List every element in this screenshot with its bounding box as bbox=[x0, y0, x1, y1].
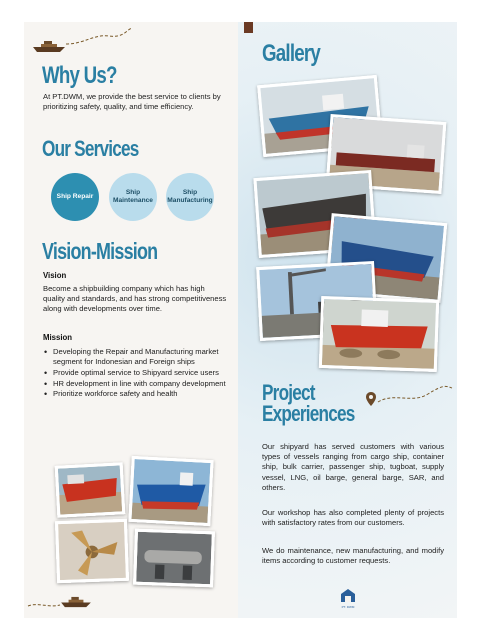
company-logo bbox=[338, 588, 358, 604]
top-route-path bbox=[64, 26, 134, 48]
photo-workshop bbox=[133, 529, 215, 588]
projects-paragraph-1: Our shipyard has served customers with various types of vessels ranging from cargo ship, container ship, bulk carrier, passenger ship, tugboat, supply vessel, LNG, oil barge, general barge, SAR, and others. bbox=[262, 442, 444, 492]
why-us-text: At PT.DWM, we provide the best service to clients by prioritizing safety, quality, and time efficiency. bbox=[43, 92, 221, 112]
why-us-title: Why Us? bbox=[42, 62, 117, 89]
mission-item: • Provide optimal service to Shipyard service users bbox=[43, 368, 226, 378]
gallery-title: Gallery bbox=[262, 40, 321, 67]
service-ship-manufacturing: Ship Manufacturing bbox=[166, 173, 214, 221]
projects-title-line2: Experiences bbox=[262, 401, 355, 426]
projects-title-line1: Project bbox=[262, 380, 315, 405]
service-ship-maintenance: Ship Maintenance bbox=[109, 173, 157, 221]
services-title: Our Services bbox=[42, 136, 139, 161]
projects-paragraph-3: We do maintenance, new manufacturing, and modify items according to customer requests. bbox=[262, 546, 444, 566]
bottom-route-path bbox=[26, 600, 62, 610]
mission-list bbox=[43, 347, 226, 400]
mission-label: Mission bbox=[43, 333, 73, 342]
mission-item: • Developing the Repair and Manufacturing market segment for Indonesian and Foreign ships bbox=[43, 347, 226, 367]
photo-blue-ship bbox=[128, 456, 213, 526]
corner-mark bbox=[244, 22, 253, 33]
mission-item: • Prioritize workforce safety and health bbox=[43, 389, 226, 399]
project-route-path bbox=[376, 382, 454, 406]
vision-mission-title: Vision-Mission bbox=[42, 238, 158, 264]
projects-paragraph-2: Our workshop has also completed plenty of projects with satisfactory rates from our customers. bbox=[262, 508, 444, 528]
mission-item: • HR development in line with company development bbox=[43, 379, 226, 389]
brochure-page bbox=[24, 22, 457, 618]
location-pin-icon bbox=[366, 392, 376, 406]
service-ship-repair: Ship Repair bbox=[51, 173, 99, 221]
photo-propeller bbox=[55, 519, 129, 583]
vision-text: Become a shipbuilding company which has high quality and standards, and has strong competitiveness along with developments over time. bbox=[43, 284, 227, 314]
logo-caption: PT. DWM bbox=[341, 605, 355, 609]
vision-label: Vision bbox=[43, 271, 67, 280]
gallery-photo-red-tug bbox=[319, 296, 439, 372]
top-boat-icon bbox=[32, 40, 66, 54]
photo-red-hull bbox=[55, 462, 126, 517]
bottom-boat-icon bbox=[60, 596, 92, 609]
